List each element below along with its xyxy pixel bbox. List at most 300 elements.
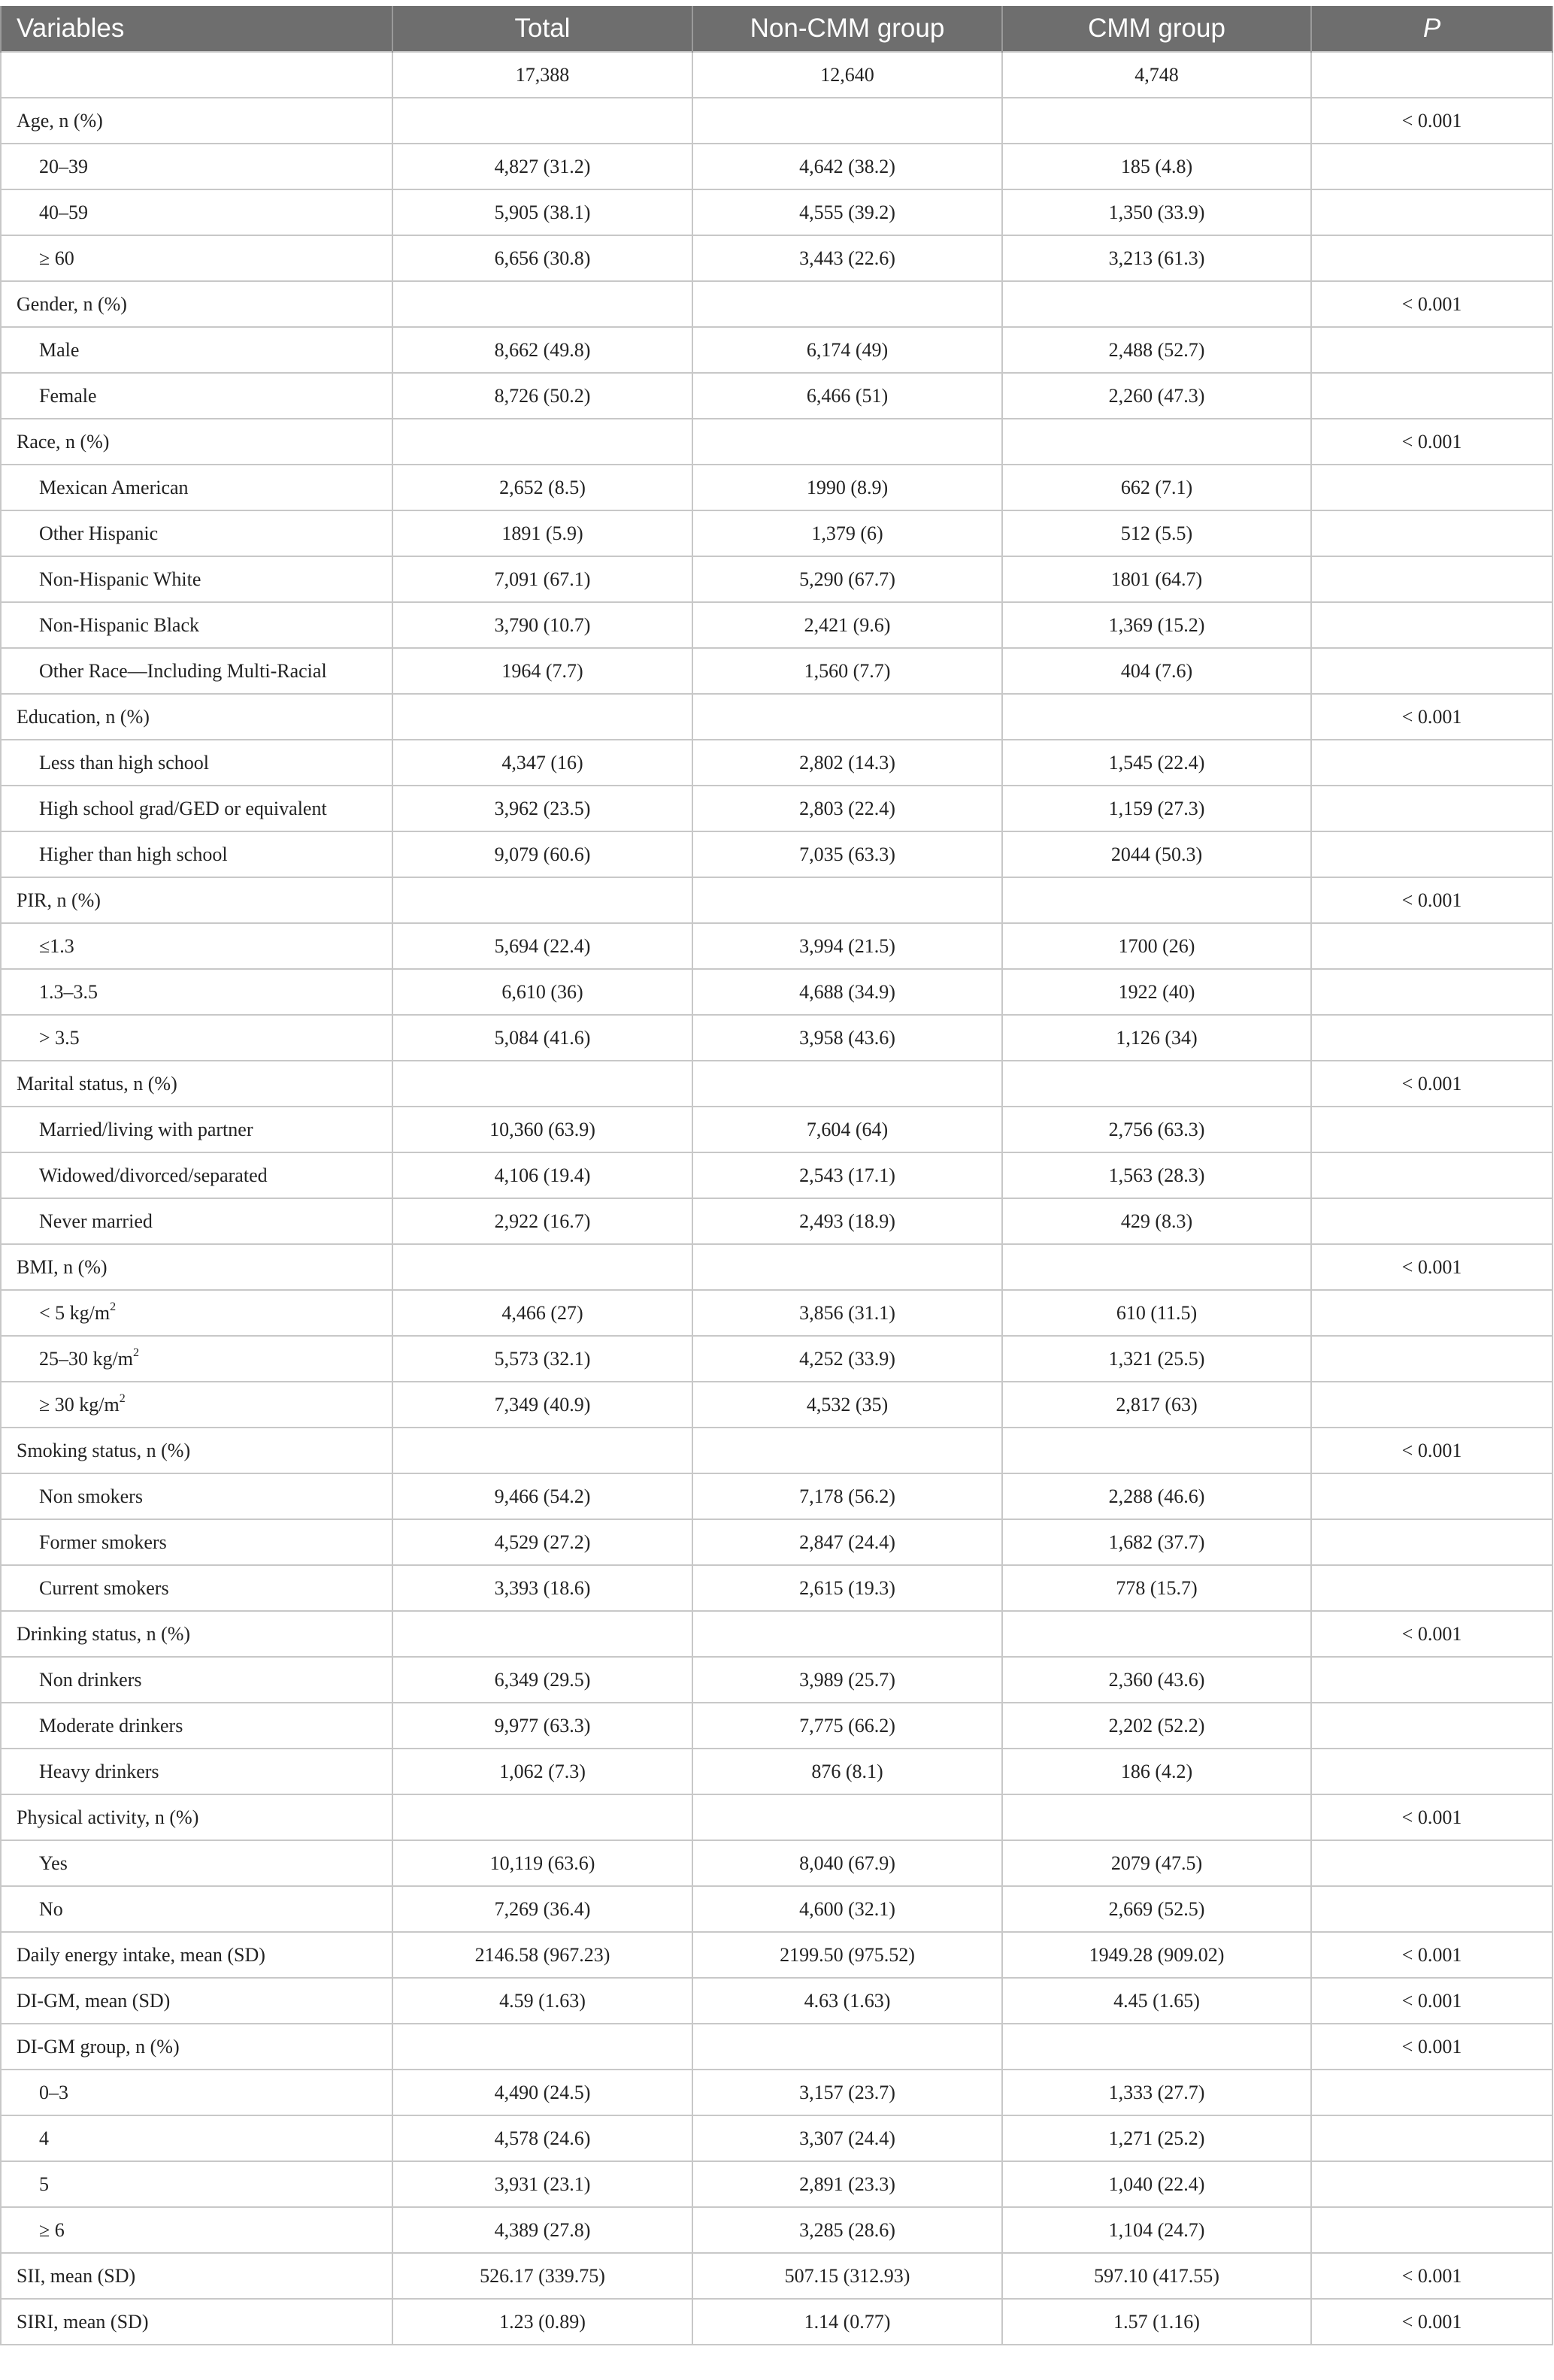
- table-row: [1, 1519, 1552, 1565]
- cell-non-cmm: 3,307 (24.4): [692, 2115, 1002, 2161]
- cell-cmm: 1700 (26): [1002, 923, 1311, 969]
- cell-cmm: [1002, 1244, 1311, 1290]
- table-row: [1, 602, 1552, 648]
- cell-p-value: < 0.001: [1311, 1428, 1552, 1473]
- table-row: [1, 1015, 1552, 1061]
- row-label-text: Drinking status, n (%): [17, 1622, 191, 1645]
- cell-p-value: [1311, 1749, 1552, 1794]
- table-row: [1, 1749, 1552, 1794]
- cell-total: 1964 (7.7): [392, 648, 692, 694]
- cell-p-value: [1311, 1015, 1552, 1061]
- cell-cmm: 4,748: [1002, 52, 1311, 98]
- cell-p-value: < 0.001: [1311, 877, 1552, 923]
- cell-total: 7,091 (67.1): [392, 556, 692, 602]
- cell-p-value: < 0.001: [1311, 2299, 1552, 2345]
- row-label: [1, 1061, 392, 1107]
- table-row: [1, 1382, 1552, 1428]
- row-label-text: Higher than high school: [39, 843, 228, 865]
- cell-p-value: [1311, 1886, 1552, 1932]
- table-row: [1, 1152, 1552, 1198]
- row-label: [1, 1703, 392, 1749]
- table-row: [1, 1840, 1552, 1886]
- header-cmm-group: CMM group: [1002, 6, 1311, 52]
- cell-non-cmm: 5,290 (67.7): [692, 556, 1002, 602]
- table-row: [1, 877, 1552, 923]
- cell-total: 4,347 (16): [392, 740, 692, 786]
- row-label: [1, 1290, 392, 1336]
- table-row: [1, 740, 1552, 786]
- row-label: [1, 52, 392, 98]
- table-row: [1, 648, 1552, 694]
- row-label: [1, 1932, 392, 1978]
- cell-non-cmm: [692, 1794, 1002, 1840]
- cell-p-value: [1311, 2207, 1552, 2253]
- cell-cmm: 2,260 (47.3): [1002, 373, 1311, 419]
- row-label-text: High school grad/GED or equivalent: [39, 797, 327, 819]
- cell-cmm: 1922 (40): [1002, 969, 1311, 1015]
- cell-non-cmm: 2,615 (19.3): [692, 1565, 1002, 1611]
- cell-cmm: 1,545 (22.4): [1002, 740, 1311, 786]
- row-label: [1, 877, 392, 923]
- cell-cmm: 2,202 (52.2): [1002, 1703, 1311, 1749]
- table-row: [1, 52, 1552, 98]
- row-label: [1, 556, 392, 602]
- cell-cmm: 610 (11.5): [1002, 1290, 1311, 1336]
- cell-cmm: 185 (4.8): [1002, 144, 1311, 189]
- row-label: [1, 694, 392, 740]
- cell-non-cmm: 4,600 (32.1): [692, 1886, 1002, 1932]
- row-label-text: Widowed/divorced/separated: [39, 1164, 268, 1186]
- cell-cmm: 2,360 (43.6): [1002, 1657, 1311, 1703]
- row-label-text: 0–3: [39, 2081, 68, 2103]
- row-label: [1, 2161, 392, 2207]
- row-label: [1, 98, 392, 144]
- cell-non-cmm: 7,178 (56.2): [692, 1473, 1002, 1519]
- cell-p-value: [1311, 923, 1552, 969]
- row-label: [1, 2253, 392, 2299]
- cell-total: 4.59 (1.63): [392, 1978, 692, 2024]
- row-label-text: DI-GM, mean (SD): [17, 1989, 171, 2012]
- cell-non-cmm: [692, 281, 1002, 327]
- table-row: [1, 1107, 1552, 1152]
- row-label: [1, 1749, 392, 1794]
- cell-p-value: < 0.001: [1311, 1061, 1552, 1107]
- cell-cmm: 1,369 (15.2): [1002, 602, 1311, 648]
- cell-non-cmm: 7,604 (64): [692, 1107, 1002, 1152]
- row-label-text: < 5 kg/m: [39, 1301, 111, 1324]
- row-label-text: 1.3–3.5: [39, 980, 98, 1003]
- cell-p-value: [1311, 969, 1552, 1015]
- row-label: [1, 2299, 392, 2345]
- cell-non-cmm: 1990 (8.9): [692, 465, 1002, 510]
- cell-non-cmm: 2,543 (17.1): [692, 1152, 1002, 1198]
- cell-total: 5,694 (22.4): [392, 923, 692, 969]
- row-label: [1, 1794, 392, 1840]
- row-label-text: ≥ 60: [39, 247, 74, 269]
- cell-non-cmm: 1,379 (6): [692, 510, 1002, 556]
- cell-p-value: [1311, 1198, 1552, 1244]
- cell-cmm: [1002, 1428, 1311, 1473]
- cell-total: [392, 1794, 692, 1840]
- table-row: [1, 1244, 1552, 1290]
- table-row: [1, 2299, 1552, 2345]
- row-label-text: > 3.5: [39, 1026, 80, 1049]
- table-row: [1, 831, 1552, 877]
- cell-non-cmm: 3,989 (25.7): [692, 1657, 1002, 1703]
- row-label: [1, 1015, 392, 1061]
- cell-non-cmm: 3,157 (23.7): [692, 2070, 1002, 2115]
- cell-total: 5,573 (32.1): [392, 1336, 692, 1382]
- row-label-text: BMI, n (%): [17, 1255, 108, 1278]
- cell-non-cmm: 6,174 (49): [692, 327, 1002, 373]
- cell-non-cmm: 4,555 (39.2): [692, 189, 1002, 235]
- table-row: [1, 1198, 1552, 1244]
- cell-cmm: 597.10 (417.55): [1002, 2253, 1311, 2299]
- cell-p-value: < 0.001: [1311, 281, 1552, 327]
- unit-superscript: 2: [119, 1391, 126, 1405]
- row-label: [1, 740, 392, 786]
- row-label: [1, 1382, 392, 1428]
- cell-total: 1891 (5.9): [392, 510, 692, 556]
- row-label: [1, 1565, 392, 1611]
- row-label: [1, 602, 392, 648]
- table-row: [1, 144, 1552, 189]
- cell-non-cmm: 3,994 (21.5): [692, 923, 1002, 969]
- cell-total: 1.23 (0.89): [392, 2299, 692, 2345]
- row-label-text: Current smokers: [39, 1576, 169, 1599]
- table-row: [1, 465, 1552, 510]
- row-label: [1, 786, 392, 831]
- table-row: [1, 189, 1552, 235]
- cell-cmm: [1002, 2024, 1311, 2070]
- cell-non-cmm: 2,803 (22.4): [692, 786, 1002, 831]
- baseline-characteristics-table: [0, 6, 1553, 2345]
- row-label-text: Former smokers: [39, 1531, 167, 1553]
- row-label: [1, 1107, 392, 1152]
- row-label: [1, 235, 392, 281]
- row-label-text: Heavy drinkers: [39, 1760, 159, 1782]
- row-label-text: Moderate drinkers: [39, 1714, 183, 1737]
- row-label-text: Physical activity, n (%): [17, 1806, 199, 1828]
- row-label: [1, 1657, 392, 1703]
- cell-p-value: < 0.001: [1311, 1978, 1552, 2024]
- cell-cmm: 186 (4.2): [1002, 1749, 1311, 1794]
- cell-total: 526.17 (339.75): [392, 2253, 692, 2299]
- table-body: [1, 52, 1552, 2345]
- cell-total: 3,962 (23.5): [392, 786, 692, 831]
- cell-non-cmm: 1.14 (0.77): [692, 2299, 1002, 2345]
- cell-p-value: [1311, 2161, 1552, 2207]
- table-row: [1, 1336, 1552, 1382]
- cell-total: 4,827 (31.2): [392, 144, 692, 189]
- cell-total: 4,490 (24.5): [392, 2070, 692, 2115]
- cell-non-cmm: 3,443 (22.6): [692, 235, 1002, 281]
- cell-cmm: 1801 (64.7): [1002, 556, 1311, 602]
- cell-p-value: [1311, 327, 1552, 373]
- cell-p-value: [1311, 1382, 1552, 1428]
- table-row: [1, 2207, 1552, 2253]
- cell-cmm: [1002, 694, 1311, 740]
- table-row: [1, 327, 1552, 373]
- table-row: [1, 1473, 1552, 1519]
- cell-non-cmm: 3,958 (43.6): [692, 1015, 1002, 1061]
- row-label-text: Other Hispanic: [39, 522, 159, 544]
- row-label-text: Female: [39, 384, 97, 407]
- cell-p-value: < 0.001: [1311, 2253, 1552, 2299]
- cell-total: [392, 2024, 692, 2070]
- row-label-text: Smoking status, n (%): [17, 1439, 191, 1461]
- cell-p-value: [1311, 1107, 1552, 1152]
- row-label-text: Non drinkers: [39, 1668, 142, 1691]
- row-label-text: Never married: [39, 1210, 153, 1232]
- cell-total: [392, 1611, 692, 1657]
- cell-total: 9,079 (60.6): [392, 831, 692, 877]
- cell-total: 10,360 (63.9): [392, 1107, 692, 1152]
- row-label-text: Mexican American: [39, 476, 189, 498]
- cell-p-value: < 0.001: [1311, 1932, 1552, 1978]
- table-row: [1, 1703, 1552, 1749]
- row-label-text: Non-Hispanic White: [39, 568, 201, 590]
- row-label-text: 20–39: [39, 155, 88, 177]
- cell-cmm: 1,350 (33.9): [1002, 189, 1311, 235]
- cell-total: 4,466 (27): [392, 1290, 692, 1336]
- cell-non-cmm: [692, 1611, 1002, 1657]
- cell-cmm: 2044 (50.3): [1002, 831, 1311, 877]
- row-label: [1, 1978, 392, 2024]
- cell-total: 4,578 (24.6): [392, 2115, 692, 2161]
- row-label-text: Yes: [39, 1852, 68, 1874]
- table-row: [1, 969, 1552, 1015]
- table-row: [1, 2070, 1552, 2115]
- cell-non-cmm: 2,421 (9.6): [692, 602, 1002, 648]
- table-row: [1, 235, 1552, 281]
- row-label: [1, 2070, 392, 2115]
- cell-total: [392, 1428, 692, 1473]
- cell-total: 5,084 (41.6): [392, 1015, 692, 1061]
- cell-cmm: 1949.28 (909.02): [1002, 1932, 1311, 1978]
- cell-p-value: < 0.001: [1311, 2024, 1552, 2070]
- row-label-text: ≥ 30 kg/m: [39, 1393, 120, 1416]
- row-label: [1, 1152, 392, 1198]
- cell-p-value: [1311, 2115, 1552, 2161]
- header-variables: Variables: [1, 6, 392, 52]
- row-label: [1, 1519, 392, 1565]
- cell-p-value: [1311, 786, 1552, 831]
- table-row: [1, 694, 1552, 740]
- cell-total: [392, 419, 692, 465]
- cell-p-value: [1311, 602, 1552, 648]
- cell-p-value: [1311, 648, 1552, 694]
- table-row: [1, 2161, 1552, 2207]
- cell-p-value: [1311, 1473, 1552, 1519]
- cell-non-cmm: 7,035 (63.3): [692, 831, 1002, 877]
- row-label: [1, 327, 392, 373]
- cell-cmm: 1.57 (1.16): [1002, 2299, 1311, 2345]
- row-label: [1, 189, 392, 235]
- cell-cmm: 2,817 (63): [1002, 1382, 1311, 1428]
- cell-total: 9,466 (54.2): [392, 1473, 692, 1519]
- cell-total: 6,349 (29.5): [392, 1657, 692, 1703]
- cell-total: [392, 877, 692, 923]
- cell-total: 8,662 (49.8): [392, 327, 692, 373]
- cell-non-cmm: 4,642 (38.2): [692, 144, 1002, 189]
- cell-non-cmm: [692, 877, 1002, 923]
- cell-non-cmm: 4,252 (33.9): [692, 1336, 1002, 1382]
- cell-total: 4,529 (27.2): [392, 1519, 692, 1565]
- row-label-text: Gender, n (%): [17, 292, 127, 315]
- cell-non-cmm: 876 (8.1): [692, 1749, 1002, 1794]
- cell-cmm: 512 (5.5): [1002, 510, 1311, 556]
- cell-non-cmm: [692, 419, 1002, 465]
- cell-non-cmm: 2,847 (24.4): [692, 1519, 1002, 1565]
- cell-p-value: [1311, 1519, 1552, 1565]
- cell-cmm: [1002, 1794, 1311, 1840]
- header-p-value: P: [1311, 6, 1552, 52]
- cell-non-cmm: 2,493 (18.9): [692, 1198, 1002, 1244]
- row-label: [1, 510, 392, 556]
- row-label-text: Race, n (%): [17, 430, 110, 453]
- cell-cmm: [1002, 281, 1311, 327]
- cell-non-cmm: 6,466 (51): [692, 373, 1002, 419]
- row-label: [1, 831, 392, 877]
- cell-total: 3,790 (10.7): [392, 602, 692, 648]
- row-label: [1, 419, 392, 465]
- cell-total: 2146.58 (967.23): [392, 1932, 692, 1978]
- table-row: [1, 373, 1552, 419]
- row-label: [1, 281, 392, 327]
- table-row: [1, 2024, 1552, 2070]
- cell-cmm: [1002, 877, 1311, 923]
- cell-cmm: 1,682 (37.7): [1002, 1519, 1311, 1565]
- cell-cmm: 1,126 (34): [1002, 1015, 1311, 1061]
- cell-cmm: 1,333 (27.7): [1002, 2070, 1311, 2115]
- header-total: Total: [392, 6, 692, 52]
- cell-p-value: < 0.001: [1311, 419, 1552, 465]
- cell-p-value: [1311, 1657, 1552, 1703]
- table-row: [1, 1290, 1552, 1336]
- cell-non-cmm: 8,040 (67.9): [692, 1840, 1002, 1886]
- unit-superscript: 2: [132, 1346, 139, 1359]
- cell-non-cmm: 507.15 (312.93): [692, 2253, 1002, 2299]
- cell-p-value: [1311, 1565, 1552, 1611]
- row-label: [1, 648, 392, 694]
- cell-cmm: 778 (15.7): [1002, 1565, 1311, 1611]
- cell-total: 6,656 (30.8): [392, 235, 692, 281]
- cell-cmm: 2,756 (63.3): [1002, 1107, 1311, 1152]
- table-row: [1, 419, 1552, 465]
- row-label-text: Married/living with partner: [39, 1118, 253, 1140]
- cell-p-value: [1311, 373, 1552, 419]
- row-label-text: Male: [39, 338, 80, 361]
- unit-superscript: 2: [110, 1300, 117, 1313]
- cell-cmm: [1002, 98, 1311, 144]
- cell-non-cmm: 7,775 (66.2): [692, 1703, 1002, 1749]
- cell-total: 9,977 (63.3): [392, 1703, 692, 1749]
- cell-non-cmm: 2,891 (23.3): [692, 2161, 1002, 2207]
- cell-cmm: 1,321 (25.5): [1002, 1336, 1311, 1382]
- row-label-text: Non smokers: [39, 1485, 143, 1507]
- cell-total: [392, 98, 692, 144]
- cell-total: 5,905 (38.1): [392, 189, 692, 235]
- row-label-text: Other Race—Including Multi-Racial: [39, 659, 327, 682]
- cell-cmm: 1,271 (25.2): [1002, 2115, 1311, 2161]
- cell-p-value: [1311, 831, 1552, 877]
- cell-non-cmm: [692, 2024, 1002, 2070]
- row-label-text: Less than high school: [39, 751, 210, 774]
- table-row: [1, 2253, 1552, 2299]
- row-label-text: No: [39, 1897, 63, 1920]
- row-label: [1, 1611, 392, 1657]
- cell-cmm: [1002, 1611, 1311, 1657]
- cell-p-value: [1311, 235, 1552, 281]
- table-row: [1, 923, 1552, 969]
- table-row: [1, 1565, 1552, 1611]
- row-label-text: Non-Hispanic Black: [39, 613, 200, 636]
- row-label-text: SII, mean (SD): [17, 2264, 136, 2287]
- cell-total: 17,388: [392, 52, 692, 98]
- cell-non-cmm: 1,560 (7.7): [692, 648, 1002, 694]
- table-row: [1, 1061, 1552, 1107]
- row-label-text: 25–30 kg/m: [39, 1347, 133, 1370]
- row-label: [1, 1428, 392, 1473]
- row-label: [1, 373, 392, 419]
- row-label: [1, 969, 392, 1015]
- row-label: [1, 2207, 392, 2253]
- row-label-text: Age, n (%): [17, 109, 103, 132]
- cell-p-value: [1311, 1840, 1552, 1886]
- cell-p-value: [1311, 189, 1552, 235]
- cell-p-value: [1311, 2070, 1552, 2115]
- cell-cmm: [1002, 419, 1311, 465]
- row-label: [1, 1886, 392, 1932]
- cell-p-value: [1311, 144, 1552, 189]
- cell-total: [392, 281, 692, 327]
- cell-non-cmm: 4.63 (1.63): [692, 1978, 1002, 2024]
- cell-total: 3,393 (18.6): [392, 1565, 692, 1611]
- cell-p-value: [1311, 1336, 1552, 1382]
- row-label-text: ≤1.3: [39, 934, 74, 957]
- cell-total: 4,106 (19.4): [392, 1152, 692, 1198]
- row-label: [1, 144, 392, 189]
- cell-cmm: 3,213 (61.3): [1002, 235, 1311, 281]
- cell-total: 2,652 (8.5): [392, 465, 692, 510]
- table-row: [1, 1886, 1552, 1932]
- cell-non-cmm: [692, 1244, 1002, 1290]
- cell-p-value: < 0.001: [1311, 1611, 1552, 1657]
- cell-total: [392, 1244, 692, 1290]
- cell-p-value: [1311, 1290, 1552, 1336]
- cell-total: 3,931 (23.1): [392, 2161, 692, 2207]
- cell-p-value: < 0.001: [1311, 1794, 1552, 1840]
- row-label-text: 40–59: [39, 201, 88, 223]
- row-label: [1, 1473, 392, 1519]
- cell-cmm: 1,104 (24.7): [1002, 2207, 1311, 2253]
- row-label: [1, 2024, 392, 2070]
- row-label-text: Marital status, n (%): [17, 1072, 177, 1095]
- cell-cmm: 4.45 (1.65): [1002, 1978, 1311, 2024]
- cell-non-cmm: 2199.50 (975.52): [692, 1932, 1002, 1978]
- row-label: [1, 1198, 392, 1244]
- cell-total: 6,610 (36): [392, 969, 692, 1015]
- cell-cmm: 2,488 (52.7): [1002, 327, 1311, 373]
- row-label-text: Education, n (%): [17, 705, 150, 728]
- cell-non-cmm: 2,802 (14.3): [692, 740, 1002, 786]
- cell-non-cmm: 4,532 (35): [692, 1382, 1002, 1428]
- cell-total: 1,062 (7.3): [392, 1749, 692, 1794]
- row-label-text: SIRI, mean (SD): [17, 2310, 149, 2333]
- row-label: [1, 923, 392, 969]
- cell-cmm: 2079 (47.5): [1002, 1840, 1311, 1886]
